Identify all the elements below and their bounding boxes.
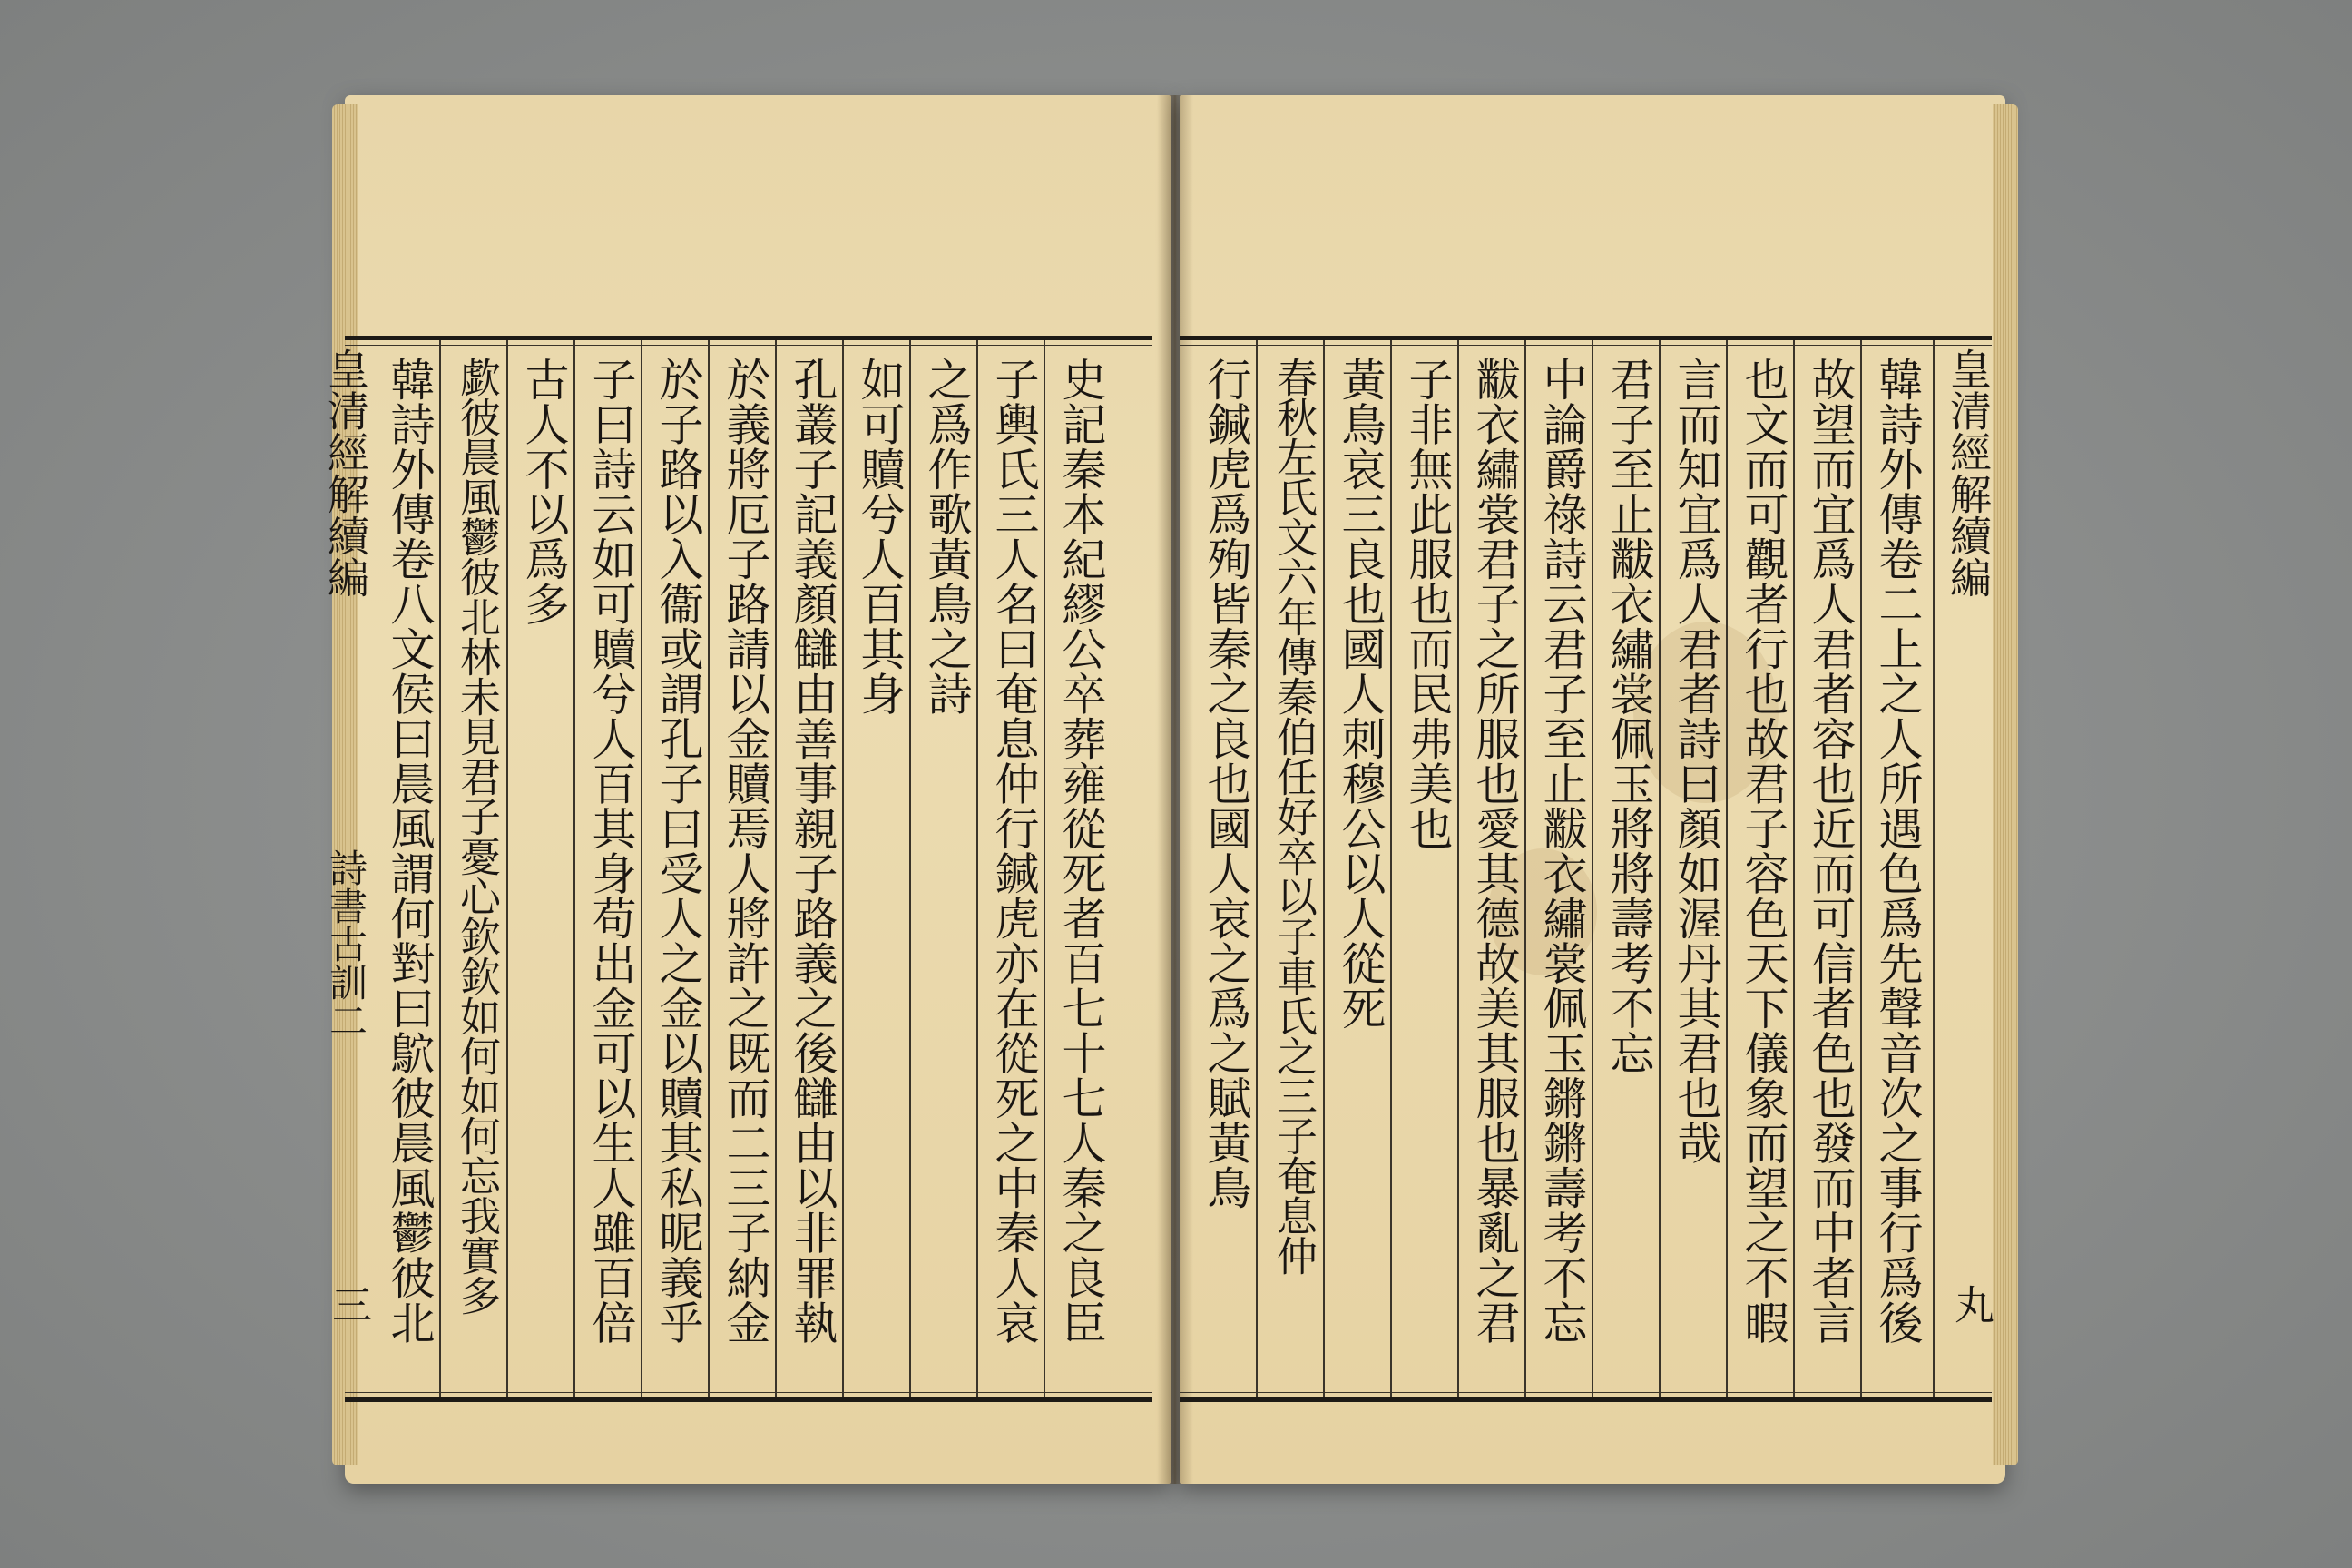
text-column: 黃鳥哀三良也國人刺穆公以人從死	[1335, 357, 1387, 1031]
column-rule	[1256, 340, 1258, 1397]
column-rule	[1592, 340, 1593, 1397]
text-column: 韓詩外傳卷二上之人所遇色爲先聲音次之事行爲後	[1872, 357, 1924, 1345]
book-title: 皇清經解續編	[321, 348, 370, 598]
text-column: 黻衣繡裳君子之所服也愛其德故美其服也暴亂之君	[1469, 357, 1521, 1345]
right-text-frame	[1180, 336, 1992, 1402]
column-rule	[1390, 340, 1392, 1397]
text-column: 子輿氏三人名曰奄息仲行鍼虎亦在從死之中秦人哀	[988, 357, 1040, 1345]
text-column: 於子路以入衞或謂孔子曰受人之金以贖其私昵義乎	[652, 357, 704, 1345]
column-rule	[842, 340, 844, 1397]
column-rule	[506, 340, 508, 1397]
column-rule	[1793, 340, 1795, 1397]
column-rule	[775, 340, 777, 1397]
open-book	[321, 95, 2005, 1484]
right-page-edges	[1993, 104, 2018, 1465]
text-column: 史記秦本紀繆公卒葬雍從死者百七十七人秦之良臣	[1055, 357, 1107, 1345]
column-rule	[1726, 340, 1728, 1397]
left-text-frame	[321, 336, 1152, 1402]
column-rule	[1457, 340, 1459, 1397]
frame-inner-line	[1180, 345, 1992, 346]
text-column: 也文而可觀者行也故君子容色天下儀象而望之不暇	[1738, 357, 1789, 1345]
frame-inner-line	[1180, 1392, 1992, 1393]
page-number: 丸	[1947, 1284, 1994, 1324]
column-rule	[976, 340, 978, 1397]
column-rule	[1659, 340, 1661, 1397]
column-rule	[708, 340, 710, 1397]
text-column: 如可贖兮人百其身	[854, 357, 906, 716]
left-banxin	[318, 340, 374, 1397]
text-column: 孔叢子記義顏讎由善事親子路義之後讎由以非罪執	[787, 357, 838, 1345]
text-column: 韓詩外傳卷八文侯曰晨風謂何對曰鴥彼晨風鬱彼北	[384, 357, 436, 1345]
text-column: 之爲作歌黃鳥之詩	[921, 357, 973, 716]
text-column: 中論爵祿詩云君子至止黻衣繡裳佩玉鏘鏘壽考不忘	[1536, 357, 1588, 1345]
column-rule	[1933, 340, 1935, 1397]
text-column: 於義將厄子路請以金贖焉人將許之既而二三子納金	[720, 357, 771, 1345]
column-rule	[1044, 340, 1045, 1397]
column-rule	[439, 340, 441, 1397]
text-column: 君子至止黻衣繡裳佩玉將將壽考不忘	[1603, 357, 1655, 1075]
column-rule	[573, 340, 575, 1397]
column-rule	[1323, 340, 1325, 1397]
frame-inner-line	[345, 1392, 1152, 1393]
text-column: 故望而宜爲人君者容也近而可信者色也發而中者言	[1805, 357, 1857, 1345]
page-number: 三	[325, 1284, 371, 1324]
text-column: 言而知宜爲人君者詩曰顏如渥丹其君也哉	[1671, 357, 1722, 1165]
column-rule	[1860, 340, 1862, 1397]
book-title: 皇清經解續編	[1944, 348, 1993, 598]
column-rule	[1524, 340, 1526, 1397]
text-column: 春秋左氏文六年傳秦伯任好卒以子車氏之三子奄息仲	[1269, 357, 1318, 1275]
right-banxin	[1940, 340, 1996, 1397]
frame-inner-line	[345, 345, 1152, 346]
column-rule	[909, 340, 911, 1397]
column-rule	[641, 340, 642, 1397]
text-column: 歔彼晨風鬱彼北林未見君子憂心欽欽如何如何忘我實多	[453, 357, 501, 1315]
text-column: 子非無此服也而民弗美也	[1402, 357, 1454, 851]
text-column: 古人不以爲多	[518, 357, 570, 626]
section-title: 詩書古訓二	[324, 848, 368, 1039]
text-column: 行鍼虎爲殉皆秦之良也國人哀之爲之賦黃鳥	[1200, 357, 1252, 1210]
text-column: 子曰詩云如可贖兮人百其身苟出金可以生人雖百倍	[585, 357, 637, 1345]
